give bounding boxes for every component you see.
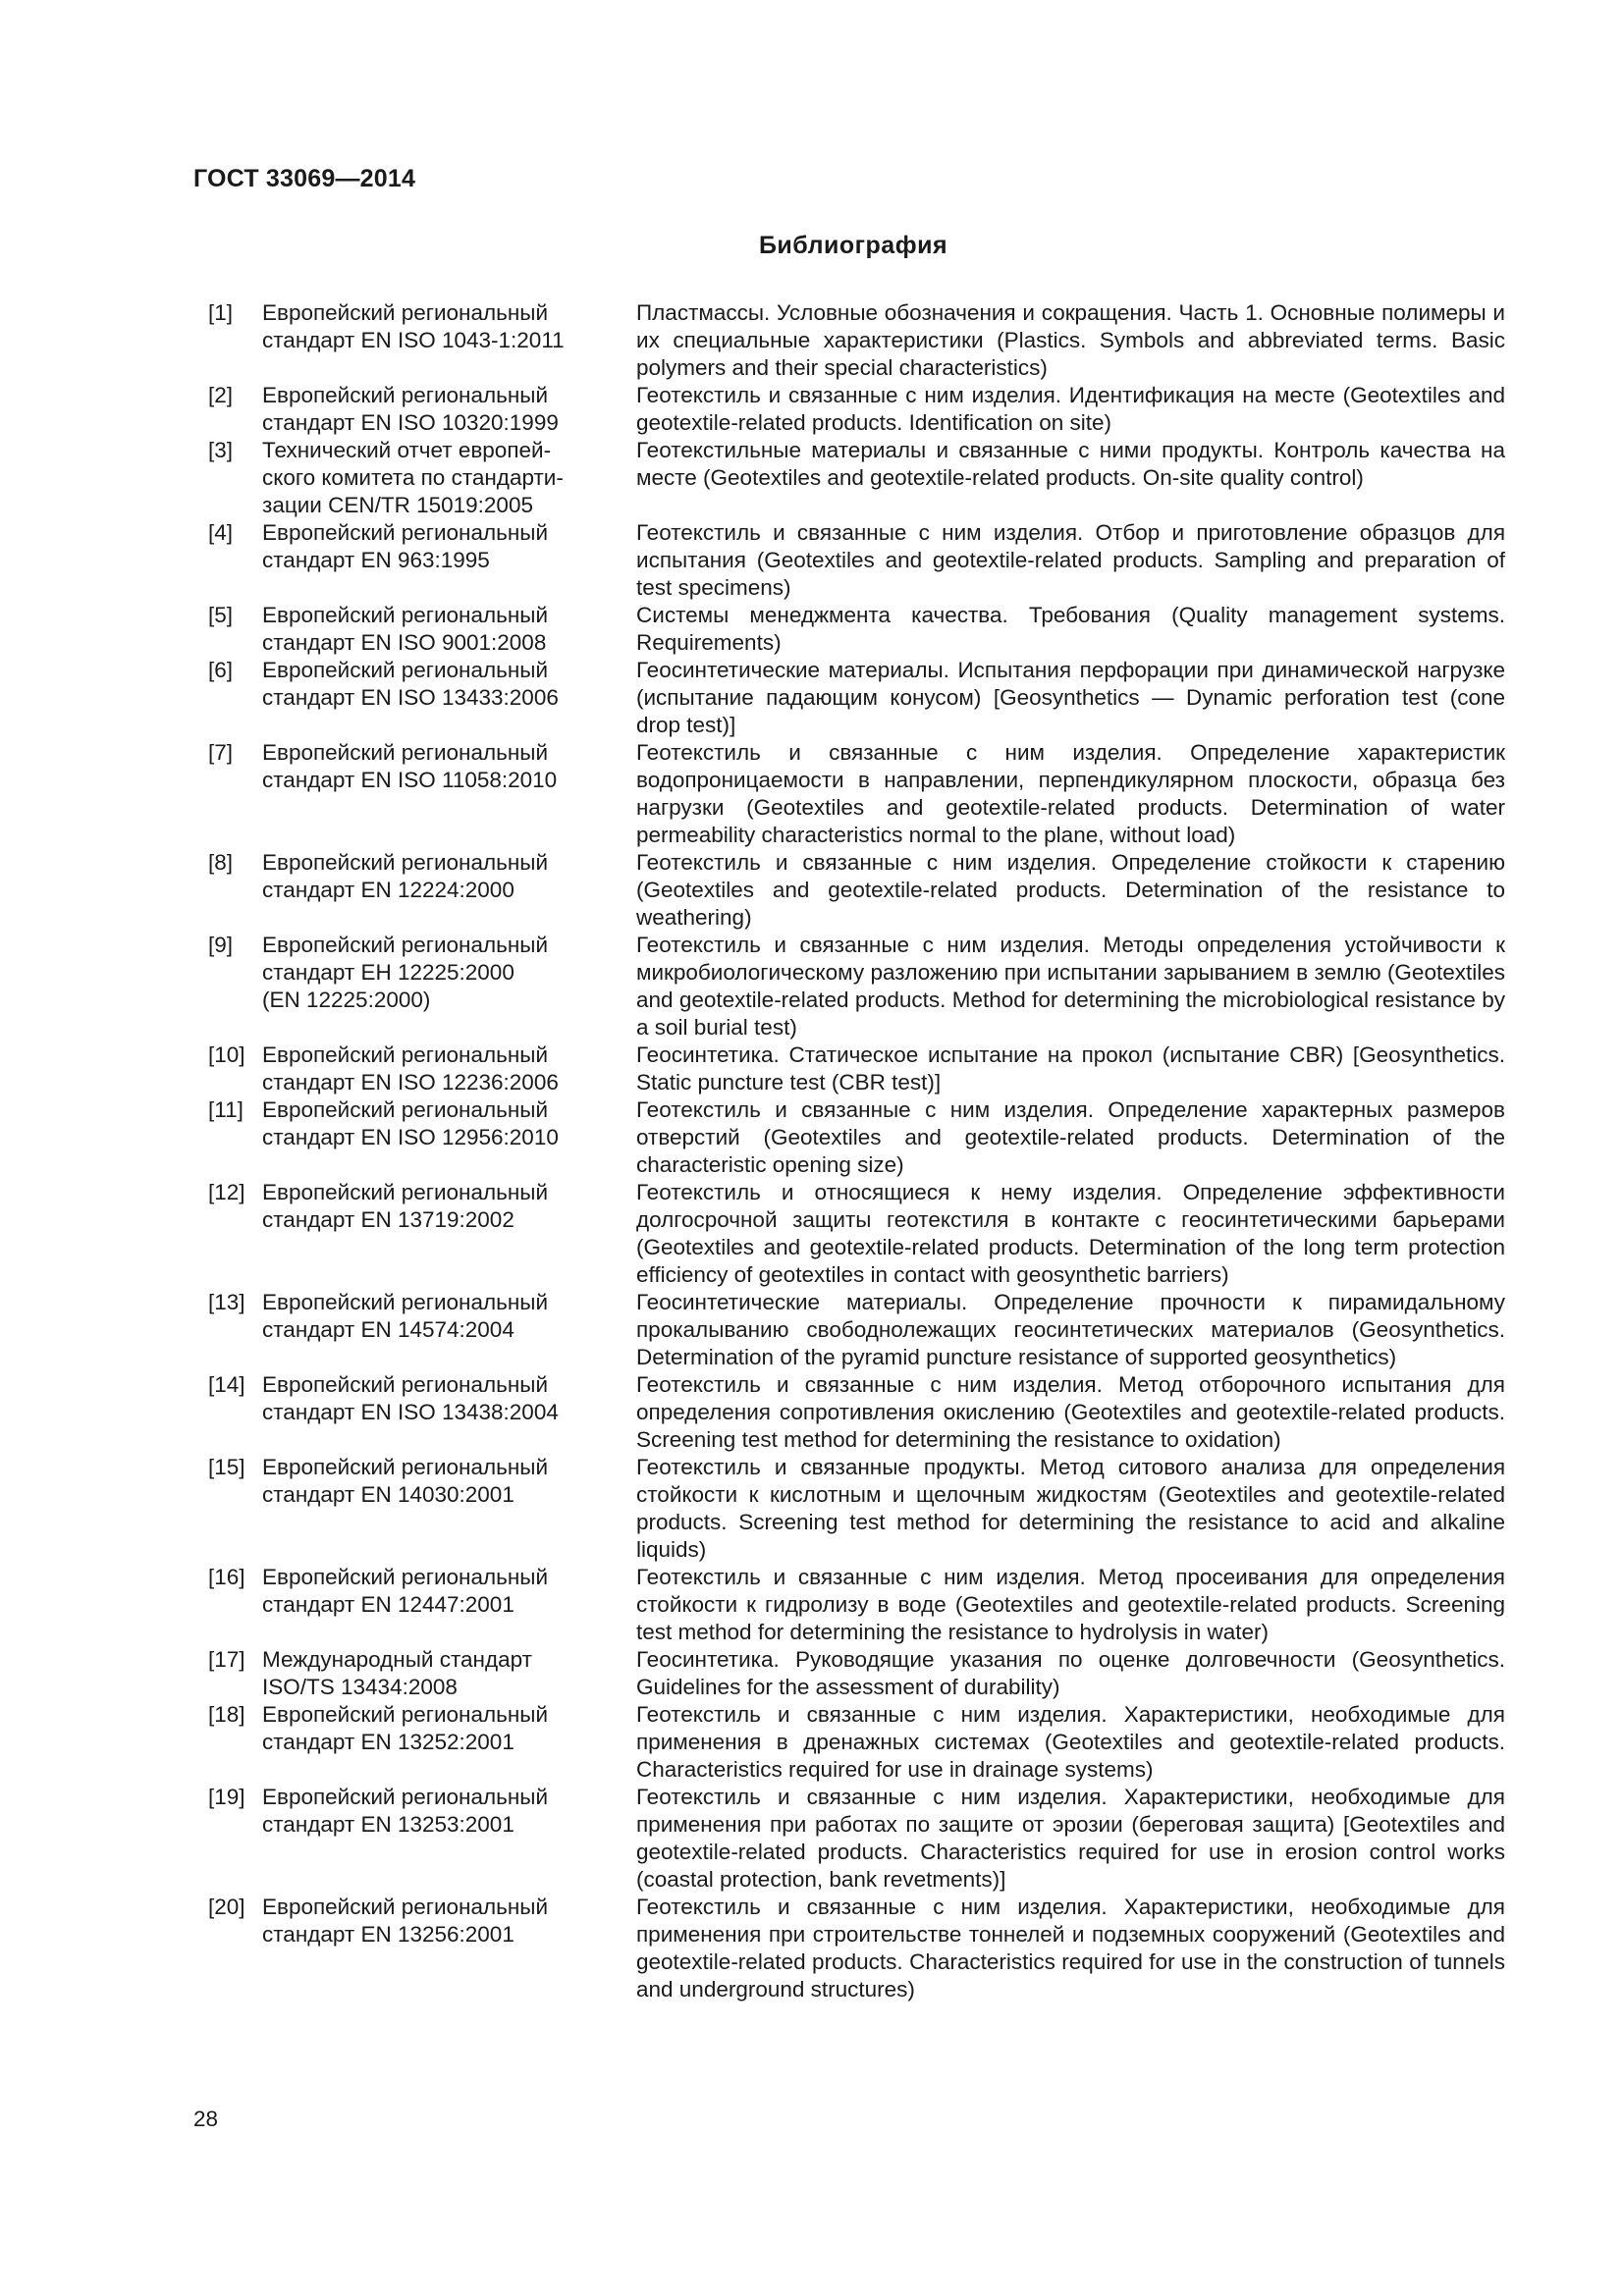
- entry-description: Пластмассы. Условные обозначения и сокращения. Часть 1. Основные полимеры и их специальные характеристики (Plastics. Symbols and abbreviated terms. Basic polymers and their special characteristics): [636, 300, 1505, 380]
- entry-source-line: стандарт EN 963:1995: [262, 547, 490, 572]
- entry-description: Геотекстиль и связанные с ним изделия. Характеристики, необходимые для применения при работах по защите от эрозии (береговая защита) [Geotextiles and geotextile-related products. Characteristics required for use in erosion control works (coastal protection, bank revetments)]: [636, 1785, 1505, 1892]
- entry-source-line: Европейский региональный: [262, 850, 549, 875]
- entry-description: Геотекстиль и связанные с ним изделия. Отбор и приготовление образцов для испытания (Geotextiles and geotextile-related products. Sampling and preparation of test specimens): [636, 520, 1505, 600]
- bibliography-entry: [0, 1646, 1623, 1701]
- entry-number: [10]: [208, 1042, 245, 1067]
- entry-source-line: Европейский региональный: [262, 1895, 549, 1919]
- entry-source-line: стандарт EN 13256:2001: [262, 1921, 514, 1947]
- entry-source-line: стандарт EN 13253:2001: [262, 1811, 514, 1837]
- entry-number: [16]: [208, 1565, 245, 1589]
- entry-source: [262, 1784, 606, 1839]
- entry-source-line: Международный стандарт: [262, 1647, 532, 1672]
- entry-source: [262, 1289, 606, 1344]
- bibliography-entry: [0, 1096, 1623, 1179]
- section-title: Библиография: [758, 232, 948, 259]
- entry-source: [262, 382, 606, 437]
- entry-source: [262, 1179, 606, 1234]
- bibliography-entry: [0, 1701, 1623, 1784]
- entry-source: [262, 437, 606, 519]
- bibliography-entry: [0, 1041, 1623, 1096]
- entry-source: [262, 1646, 606, 1701]
- entry-source: [262, 932, 606, 1014]
- entry-number: [18]: [208, 1702, 245, 1727]
- entry-source-line: стандарт EN ISO 12956:2010: [262, 1124, 559, 1149]
- entry-description: Системы менеджмента качества. Требования (Quality management systems. Requirements): [636, 603, 1505, 655]
- entry-number: [6]: [208, 658, 234, 682]
- page-number: 28: [193, 2107, 219, 2131]
- entry-source-line: стандарт EN ISO 13433:2006: [262, 684, 559, 710]
- entry-source-line: Европейский региональный: [262, 1565, 549, 1589]
- entry-description: Геосинтетика. Руководящие указания по оценке долговечности (Geosynthetics. Guidelines for the assessment of durability): [636, 1647, 1505, 1699]
- entry-number: [7]: [208, 740, 234, 765]
- entry-source: [262, 1564, 606, 1619]
- entry-source: [262, 299, 606, 354]
- entry-description: Геотекстиль и связанные с ним изделия. Идентификация на месте (Geotextiles and geotextile-related products. Identification on site): [636, 383, 1505, 435]
- entry-number: [20]: [208, 1895, 245, 1919]
- entry-description: Геотекстильные материалы и связанные с ними продукты. Контроль качества на месте (Geotextiles and geotextile-related products. On-site quality control): [636, 438, 1505, 490]
- entry-source: [262, 1041, 606, 1096]
- entry-number: [8]: [208, 850, 234, 875]
- entry-number: [5]: [208, 603, 234, 627]
- entry-source: [262, 657, 606, 712]
- bibliography-entry: [0, 849, 1623, 932]
- entry-number: [13]: [208, 1290, 245, 1314]
- entry-source-line: Технический отчет европей-: [262, 438, 552, 462]
- entry-description: Геотекстиль и связанные с ним изделия. Определение характерных размеров отверстий (Geotextiles and geotextile-related products. Determination of the characteristic opening size): [636, 1097, 1505, 1177]
- bibliography-entry: [0, 1894, 1623, 2003]
- entry-description: Геотекстиль и связанные с ним изделия. Метод отборочного испытания для определения сопротивления окислению (Geotextiles and geotextile-related products. Screening test method for determining the resistance to oxidation): [636, 1372, 1505, 1452]
- entry-source-line: стандарт ЕН 12225:2000: [262, 959, 514, 985]
- entry-number: [12]: [208, 1180, 245, 1204]
- bibliography-entry: [0, 437, 1623, 519]
- entry-description: Геотекстиль и связанные с ним изделия. Определение стойкости к старению (Geotextiles and geotextile-related products. Determination of the resistance to weathering): [636, 850, 1505, 930]
- entry-number: [17]: [208, 1647, 245, 1672]
- entry-description: Геосинтетика. Статическое испытание на прокол (испытание CBR) [Geosynthetics. Static puncture test (CBR test)]: [636, 1042, 1505, 1095]
- entry-source-line: стандарт EN 14574:2004: [262, 1316, 514, 1342]
- entry-description: Геотекстиль и связанные с ним изделия. Характеристики, необходимые для применения в дренажных системах (Geotextiles and geotextile-related products. Characteristics required for use in drainage systems): [636, 1702, 1505, 1782]
- bibliography-entry: [0, 299, 1623, 382]
- bibliography-entry: [0, 602, 1623, 657]
- entry-source: [262, 1454, 606, 1509]
- entry-number: [1]: [208, 300, 234, 325]
- bibliography-entry: [0, 1371, 1623, 1454]
- entry-source: [262, 849, 606, 904]
- entry-source-line: Европейский региональный: [262, 1785, 549, 1809]
- entry-number: [3]: [208, 438, 234, 462]
- entry-source: [262, 1894, 606, 1949]
- bibliography-entry: [0, 739, 1623, 849]
- entry-description: Геосинтетические материалы. Испытания перфорации при динамической нагрузке (испытание падающим конусом) [Geosynthetics — Dynamic perforation test (cone drop test)]: [636, 658, 1505, 737]
- bibliography-entry: [0, 382, 1623, 437]
- entry-source-line: стандарт EN ISO 12236:2006: [262, 1069, 559, 1095]
- entry-source-line: Европейский региональный: [262, 383, 549, 407]
- entry-source-line: стандарт EN 12447:2001: [262, 1591, 514, 1617]
- bibliography-entry: [0, 1454, 1623, 1564]
- entry-source-line: Европейский региональный: [262, 1180, 549, 1204]
- entry-source-line: Европейский региональный: [262, 1042, 549, 1067]
- entry-source-line: Европейский региональный: [262, 603, 549, 627]
- entry-description: Геотекстиль и связанные с ним изделия. Метод просеивания для определения стойкости к гидролизу в воде (Geotextiles and geotextile-related products. Screening test method for determining the resistance to hydrolysis in water): [636, 1565, 1505, 1644]
- entry-source-line: Европейский региональный: [262, 933, 549, 957]
- entry-source-line: стандарт EN 12224:2000: [262, 877, 514, 902]
- entry-number: [2]: [208, 383, 234, 407]
- entry-source: [262, 519, 606, 574]
- entry-source-line: (EN 12225:2000): [262, 987, 431, 1012]
- entry-description: Геотекстиль и связанные с ним изделия. Методы определения устойчивости к микробиологическому разложению при испытании зарыванием в землю (Geotextiles and geotextile-related products. Method for determining the microbiological resistance by a soil burial test): [636, 933, 1505, 1040]
- entry-description: Геотекстиль и связанные с ним изделия. Характеристики, необходимые для применения при строительстве тоннелей и подземных сооружений (Geotextiles and geotextile-related products. Characteristics required for use in the construction of tunnels and underground structures): [636, 1895, 1505, 2002]
- entry-source-line: стандарт EN 14030:2001: [262, 1481, 514, 1507]
- bibliography-entry: [0, 1179, 1623, 1289]
- bibliography-entry: [0, 1784, 1623, 1894]
- entry-source-line: стандарт EN ISO 13438:2004: [262, 1399, 559, 1424]
- bibliography-entry: [0, 1289, 1623, 1371]
- bibliography-entry: [0, 519, 1623, 602]
- entry-source-line: стандарт EN ISO 10320:1999: [262, 409, 559, 435]
- entry-source: [262, 1371, 606, 1426]
- entry-source: [262, 1096, 606, 1151]
- entry-source-line: стандарт EN ISO 1043-1:2011: [262, 327, 565, 352]
- entry-description: Геотекстиль и связанные продукты. Метод ситового анализа для определения стойкости к кислотным и щелочным жидкостям (Geotextiles and geotextile-related products. Screening test method for determining the resistance to acid and alkaline liquids): [636, 1455, 1505, 1562]
- entry-source-line: Европейский региональный: [262, 300, 549, 325]
- entry-number: [9]: [208, 933, 234, 957]
- entry-source-line: Европейский региональный: [262, 1702, 549, 1727]
- entry-source-line: Европейский региональный: [262, 1097, 549, 1122]
- entry-source: [262, 1701, 606, 1756]
- bibliography-entry: [0, 657, 1623, 739]
- bibliography-entry: [0, 1564, 1623, 1646]
- entry-source-line: стандарт EN 13252:2001: [262, 1729, 514, 1754]
- entry-number: [11]: [208, 1097, 243, 1122]
- entry-source-line: Европейский региональный: [262, 1290, 549, 1314]
- entry-source-line: ского комитета по стандарти-: [262, 464, 564, 490]
- entry-description: Геотекстиль и связанные с ним изделия. Определение характеристик водопроницаемости в направлении, перпендикулярном плоскости, образца без нагрузки (Geotextiles and geotextile-related products. Determination of water permeability characteristics normal to the plane, without load): [636, 740, 1505, 847]
- entry-source-line: стандарт EN 13719:2002: [262, 1206, 514, 1232]
- entry-source-line: Европейский региональный: [262, 520, 549, 545]
- entry-source-line: Европейский региональный: [262, 1372, 549, 1397]
- entry-source-line: зации CEN/TR 15019:2005: [262, 492, 533, 517]
- entry-source-line: стандарт EN ISO 9001:2008: [262, 629, 547, 655]
- entry-number: [19]: [208, 1785, 245, 1809]
- entry-source-line: Европейский региональный: [262, 658, 549, 682]
- bibliography-entry: [0, 932, 1623, 1041]
- entry-number: [15]: [208, 1455, 245, 1479]
- entry-source-line: стандарт EN ISO 11058:2010: [262, 767, 558, 792]
- entry-source: [262, 739, 606, 794]
- document-code: ГОСТ 33069—2014: [193, 165, 416, 192]
- bibliography-list: [0, 299, 1623, 2003]
- entry-description: Геотекстиль и относящиеся к нему изделия. Определение эффективности долгосрочной защиты геотекстиля в контакте с геосинтетическими барьерами (Geotextiles and geotextile-related products. Determination of the long term protection efficiency of geotextiles in contact with geosynthetic barriers): [636, 1180, 1505, 1287]
- entry-source-line: ISO/TS 13434:2008: [262, 1674, 458, 1699]
- entry-source-line: Европейский региональный: [262, 1455, 549, 1479]
- entry-source-line: Европейский региональный: [262, 740, 549, 765]
- entry-number: [14]: [208, 1372, 245, 1397]
- entry-description: Геосинтетические материалы. Определение прочности к пирамидальному прокалыванию свободнолежащих геосинтетических материалов (Geosynthetics. Determination of the pyramid puncture resistance of supported geosynthetics): [636, 1290, 1505, 1369]
- entry-number: [4]: [208, 520, 234, 545]
- entry-source: [262, 602, 606, 657]
